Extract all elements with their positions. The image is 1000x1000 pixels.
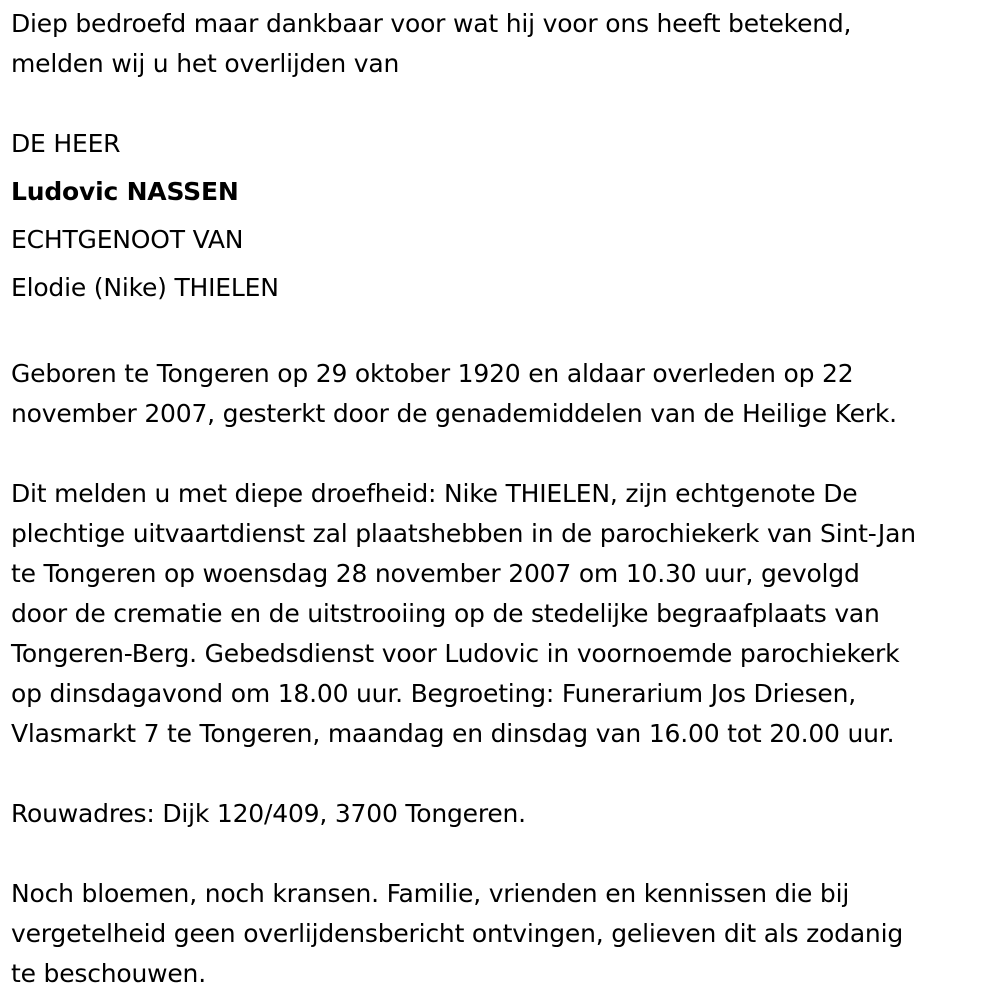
obituary-notice bbox=[11, 4, 991, 994]
intro-line: Diep bedroefd maar dankbaar voor wat hij voor ons heeft betekend, bbox=[11, 9, 852, 38]
closing-line: Noch bloemen, noch kransen. Familie, vrienden en kennissen die bij bbox=[11, 879, 850, 908]
relation-label: ECHTGENOOT VAN bbox=[11, 225, 244, 254]
deceased-block bbox=[11, 120, 991, 312]
spacer bbox=[11, 754, 991, 794]
birth-death-line: Geboren te Tongeren op 29 oktober 1920 en aldaar overleden op 22 bbox=[11, 359, 854, 388]
announcement-line: te Tongeren op woensdag 28 november 2007 om 10.30 uur, gevolgd bbox=[11, 559, 860, 588]
closing-paragraph bbox=[11, 874, 991, 994]
intro-paragraph bbox=[11, 4, 991, 84]
spacer bbox=[11, 434, 991, 474]
announcement-paragraph bbox=[11, 474, 991, 754]
spacer bbox=[11, 312, 991, 354]
announcement-line: Dit melden u met diepe droefheid: Nike THIELEN, zijn echtgenote De bbox=[11, 479, 858, 508]
announcement-line: Tongeren-Berg. Gebedsdienst voor Ludovic in voornoemde parochiekerk bbox=[11, 639, 900, 668]
announcement-line: door de crematie en de uitstrooiing op de stedelijke begraafplaats van bbox=[11, 599, 880, 628]
deceased-title: DE HEER bbox=[11, 129, 121, 158]
closing-line: vergetelheid geen overlijdensbericht ontvingen, gelieven dit als zodanig bbox=[11, 919, 903, 948]
intro-line: melden wij u het overlijden van bbox=[11, 49, 400, 78]
spacer bbox=[11, 834, 991, 874]
announcement-line: plechtige uitvaartdienst zal plaatshebben in de parochiekerk van Sint-Jan bbox=[11, 519, 916, 548]
announcement-line: op dinsdagavond om 18.00 uur. Begroeting: Funerarium Jos Driesen, bbox=[11, 679, 856, 708]
announcement-line: Vlasmarkt 7 te Tongeren, maandag en dinsdag van 16.00 tot 20.00 uur. bbox=[11, 719, 895, 748]
birth-death-line: november 2007, gesterkt door de genademiddelen van de Heilige Kerk. bbox=[11, 399, 897, 428]
closing-line: te beschouwen. bbox=[11, 959, 206, 988]
deceased-name: Ludovic NASSEN bbox=[11, 177, 239, 206]
spouse-name: Elodie (Nike) THIELEN bbox=[11, 273, 279, 302]
address-paragraph bbox=[11, 794, 991, 834]
mourning-address: Rouwadres: Dijk 120/409, 3700 Tongeren. bbox=[11, 799, 526, 828]
birth-death-paragraph bbox=[11, 354, 991, 434]
